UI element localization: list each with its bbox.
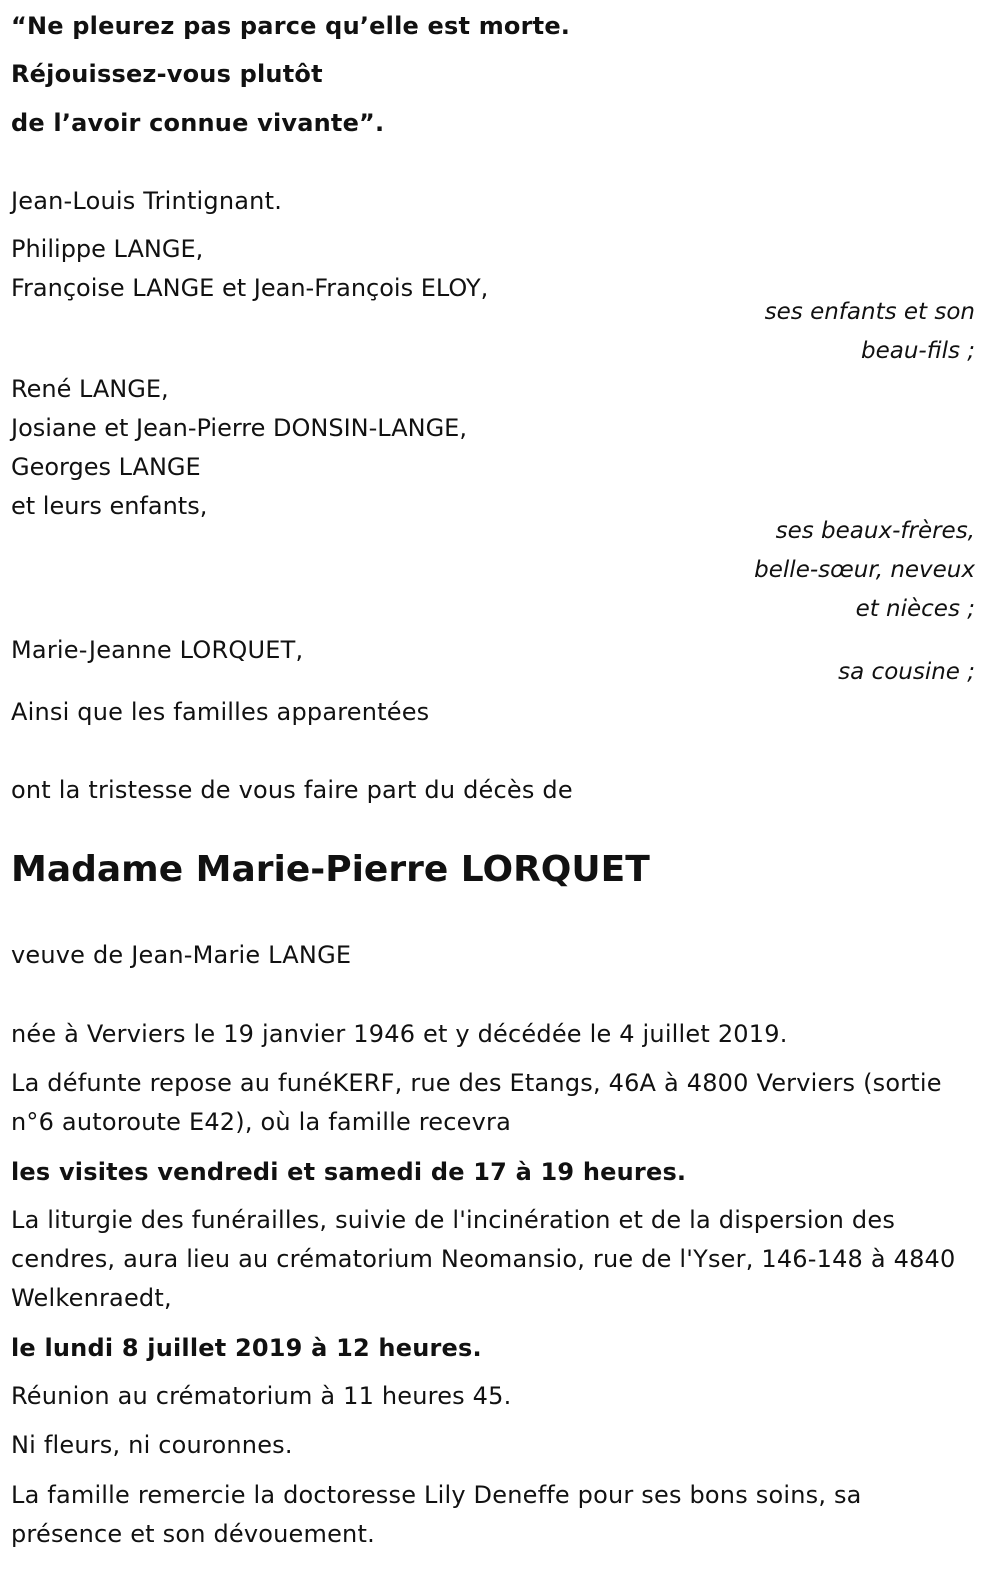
quote-line-1: “Ne pleurez pas parce qu’elle est morte. xyxy=(11,12,571,40)
cousin-name: Marie-Jeanne LORQUET, xyxy=(11,636,304,664)
widow-of: veuve de Jean-Marie LANGE xyxy=(11,941,352,969)
inlaws-role-line-1: ses beaux-frères, xyxy=(775,518,975,544)
birth-death: née à Verviers le 19 janvier 1946 et y décédée le 4 juillet 2019. xyxy=(11,1020,788,1048)
inlaw-name: Georges LANGE xyxy=(11,453,201,481)
ceremony-date: le lundi 8 juillet 2019 à 12 heures. xyxy=(11,1334,482,1362)
resting-place: La défunte repose au funéKERF, rue des Etangs, 46A à 4800 Verviers (sortie n°6 autoroute E42), où la famille recevra xyxy=(11,1069,942,1136)
inlaws-role-line-3: et nièces ; xyxy=(855,596,975,622)
other-families: Ainsi que les familles apparentées xyxy=(11,698,430,726)
quote-author: Jean-Louis Trintignant. xyxy=(11,187,283,215)
child-name: Françoise LANGE et Jean-François ELOY, xyxy=(11,274,489,302)
inlaw-name: René LANGE, xyxy=(11,375,169,403)
announcement: ont la tristesse de vous faire part du décès de xyxy=(11,776,573,804)
liturgy-info: La liturgie des funérailles, suivie de l'incinération et de la dispersion des cendres, aura lieu au crématorium Neomansio, rue de l'Yser, 146-148 à 4840 Welkenraedt, xyxy=(11,1206,956,1312)
deceased-name: Madame Marie-Pierre LORQUET xyxy=(11,849,650,890)
children-list xyxy=(11,230,488,308)
inlaw-name: Josiane et Jean-Pierre DONSIN-LANGE, xyxy=(11,414,467,442)
children-role-line-1: ses enfants et son xyxy=(764,299,975,325)
child-name: Philippe LANGE, xyxy=(11,235,204,263)
cousin-role: sa cousine ; xyxy=(838,659,975,685)
flowers-note: Ni fleurs, ni couronnes. xyxy=(11,1431,293,1459)
inlaws-role-line-2: belle-sœur, neveux xyxy=(754,557,975,583)
quote-line-2: Réjouissez-vous plutôt xyxy=(11,60,323,88)
quote-line-3: de l’avoir connue vivante”. xyxy=(11,109,385,137)
visiting-hours: les visites vendredi et samedi de 17 à 19 heures. xyxy=(11,1158,687,1186)
inlaws-list xyxy=(11,370,467,526)
children-role-line-2: beau-fils ; xyxy=(860,338,975,364)
thanks-note: La famille remercie la doctoresse Lily Deneffe pour ses bons soins, sa présence et son dévouement. xyxy=(11,1481,862,1548)
inlaw-name: et leurs enfants, xyxy=(11,492,208,520)
meeting-time: Réunion au crématorium à 11 heures 45. xyxy=(11,1382,512,1410)
